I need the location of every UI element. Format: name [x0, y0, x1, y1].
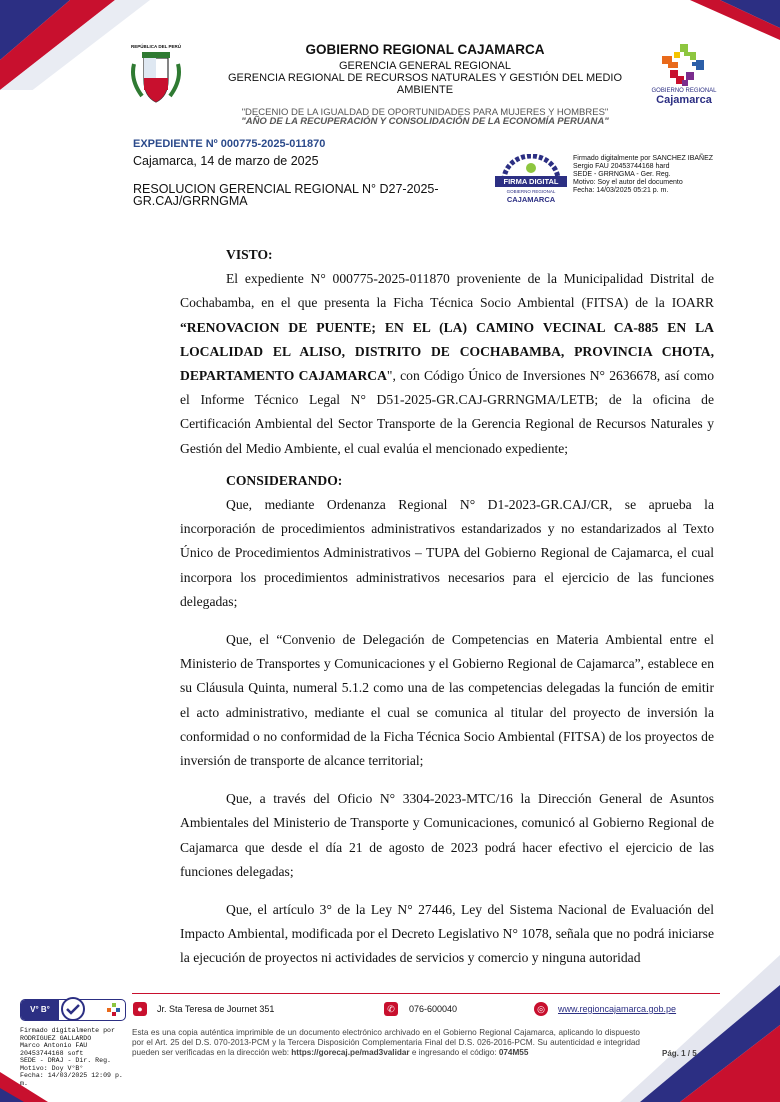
resolution-line-1: RESOLUCION GERENCIAL REGIONAL N° D27-2025-: [133, 182, 439, 196]
vb-cajamarca-logo-icon: [107, 1003, 121, 1017]
vb-stamp: [20, 999, 126, 1021]
peru-shield-icon: [128, 50, 184, 106]
sig-line-5: Fecha: 14/03/2025 05:21 p. m.: [573, 187, 669, 194]
authenticity-notice: [132, 1028, 640, 1058]
vb-signature-info: [20, 1027, 126, 1087]
dept-recursos: GERENCIA REGIONAL DE RECURSOS NATURALES Y GESTIÓN DEL MEDIO: [227, 72, 623, 84]
visto-paragraph: [180, 267, 714, 461]
visto-project-name: “RENOVACION DE PUENTE; EN EL (LA) CAMINO VECINAL CA-885 EN LA LOCALIDAD EL ALISO, DISTRITO DE COCHABAMBA, PROVINCIA CHOTA, DEPARTAMENTO CAJAMARCA: [180, 319, 714, 384]
vb-label: V° B°: [21, 1000, 59, 1020]
visto-text-c: ", con Código Único de Inversiones N° 2636678, así como el Informe Técnico Legal N° D51-2025-GR.CAJ-GRRNGMA/LETB; de la oficina de Certificación Ambiental del Sector Transporte de la Gerencia Regional de Recursos Naturales y Gestión del Medio Ambiente, el cual evalúa el mencionado expediente;: [180, 368, 714, 456]
check-icon: [61, 997, 85, 1021]
top-right-corner-decoration: [690, 0, 780, 40]
visto-heading: VISTO:: [226, 247, 273, 262]
legal-text-a: Esta es una copia auténtica imprimible de un documento electrónico archivado en el Gobierno Regional Cajamarca, aplicando lo dispuesto por el Art. 25 del D.S. 070-2013-PCM y la Tercera Disposición Complementaria Final del D.S. 026-2016-PCM. Su autenticidad e integridad pueden ser verificadas en la dirección web:: [132, 1028, 640, 1057]
vb-line-3: Marco Antonio FAU: [20, 1042, 88, 1049]
considerando-paragraph-2: Que, el “Convenio de Delegación de Competencias en Materia Ambiental entre el Ministerio de Transportes y Comunicaciones y el Gobierno Regional de Cajamarca”, establece en su Cláusula Quinta, numeral 5.1.2 como una de las competencias delegadas la función de emitir el acto administrativo, mediante el cual se comunica al titular del proyecto de inversión la conformidad o no conformidad de la Ficha Técnica Socio Ambiental (FITSA) de los proyectos de inversión de transporte de alcance territorial;: [180, 632, 714, 769]
phone-icon: ✆: [384, 1002, 398, 1016]
sig-line-1: Firmado digitalmente por SANCHEZ IBAÑEZ: [573, 155, 714, 162]
validation-url: https://gorecaj.pe/mad3validar: [291, 1048, 410, 1057]
footer-address: Jr. Sta Teresa de Journet 351: [157, 1004, 275, 1014]
web-icon: ◎: [534, 1002, 548, 1016]
peru-seal: [128, 44, 184, 106]
sig-line-2: Sergio FAU 20453744168 hard: [573, 163, 670, 170]
digital-signature-info: [573, 155, 723, 195]
footer-website-link[interactable]: www.regioncajamarca.gob.pe: [558, 1004, 677, 1014]
logo-small-text: GOBIERNO REGIONAL: [651, 88, 717, 94]
footer-divider: [132, 993, 720, 994]
vb-line-4: 20453744168 soft: [20, 1049, 84, 1057]
considerando-paragraph-1: Que, mediante Ordenanza Regional N° D1-2023-GR.CAJ/CR, se aprueba la incorporación de procedimientos administrativos estandarizados y no estandarizados al Texto Único de Procedimientos Administrativos – TUPA del Gobierno Regional de Cajamarca, el cual incorpora los procedimientos administrativos necesarios para el ejercicio de las funciones delegadas;: [180, 497, 714, 609]
footer-phone: 076-600040: [409, 1004, 458, 1014]
firma-badge-small: GOBIERNO REGIONAL: [506, 189, 556, 194]
vb-line-1: Firmado digitalmente por: [20, 1027, 115, 1034]
expediente-number: EXPEDIENTE Nº 000775-2025-011870: [133, 138, 326, 150]
document-body: [180, 243, 714, 971]
cajamarca-logo-icon: [660, 42, 706, 88]
validation-code: 074M55: [498, 1048, 529, 1057]
sig-line-3: SEDE - GRRNGMA - Ger. Reg.: [573, 171, 671, 178]
considerando-paragraph-3: Que, a través del Oficio N° 3304-2023-MTC/16 la Dirección General de Asuntos Ambientales del Ministerio de Transporte y Comunicaciones, comunicó al Gobierno Regional de Cajamarca que desde el día 21 de agosto de 2023 podrá hacer efectivo el ejercicio de las funciones delegadas;: [180, 791, 714, 879]
document-date: Cajamarca, 14 de marzo de 2025: [133, 154, 319, 168]
org-name: GOBIERNO REGIONAL CAJAMARCA: [305, 42, 545, 57]
dept-general: GERENCIA GENERAL REGIONAL: [339, 60, 511, 72]
seal-label: REPÚBLICA DEL PERÚ: [130, 44, 181, 49]
bottom-right-corner-decoration: [620, 955, 780, 1102]
legal-text-b: e ingresando el código:: [409, 1048, 499, 1057]
year-quote: "AÑO DE LA RECUPERACIÓN Y CONSOLIDACIÓN DE LA ECONOMÍA PERUANA": [241, 116, 609, 127]
resolution-line-2: GR.CAJ/GRRNGMA: [133, 194, 248, 208]
firma-badge-top: FIRMA DIGITAL: [503, 177, 559, 186]
decenio-quote: "DECENIO DE LA IGUALDAD DE OPORTUNIDADES PARA MUJERES Y HOMBRES": [241, 107, 609, 118]
page-number: Pág. 1 / 5: [662, 1049, 697, 1058]
vb-line-6: Motivo: Doy V°B°: [20, 1064, 84, 1072]
vb-line-5: SEDE - DRAJ - Dir. Reg.: [20, 1057, 112, 1064]
cajamarca-logo: [646, 42, 722, 108]
firma-badge-bottom: CAJAMARCA: [506, 195, 556, 204]
vb-line-2: RODRIGUEZ GALLARDO: [20, 1034, 92, 1042]
dept-ambiente: AMBIENTE: [396, 84, 454, 96]
considerando-paragraph-4: Que, el artículo 3° de la Ley N° 27446, Ley del Sistema Nacional de Evaluación del Impacto Ambiental, modificada por el Decreto Legislativo N° 1078, señala que no podrá iniciarse la ejecución de proyectos ni actividades de servicios y comercio y ninguna autoridad: [180, 902, 714, 966]
vb-line-7: Fecha: 14/03/2025 12:09 p. m.: [20, 1072, 123, 1087]
logo-big-text: Cajamarca: [656, 94, 712, 106]
firma-digital-badge: [494, 154, 568, 206]
visto-text-a: El expediente N° 000775-2025-011870 proveniente de la Municipalidad Distrital de Cochabamba, en el que presenta la Ficha Técnica Socio Ambiental (FITSA) de la IOARR: [180, 271, 714, 311]
location-icon: ●: [133, 1002, 147, 1016]
sig-line-4: Motivo: Soy el autor del documento: [573, 179, 683, 186]
considerando-heading: CONSIDERANDO:: [226, 472, 343, 488]
